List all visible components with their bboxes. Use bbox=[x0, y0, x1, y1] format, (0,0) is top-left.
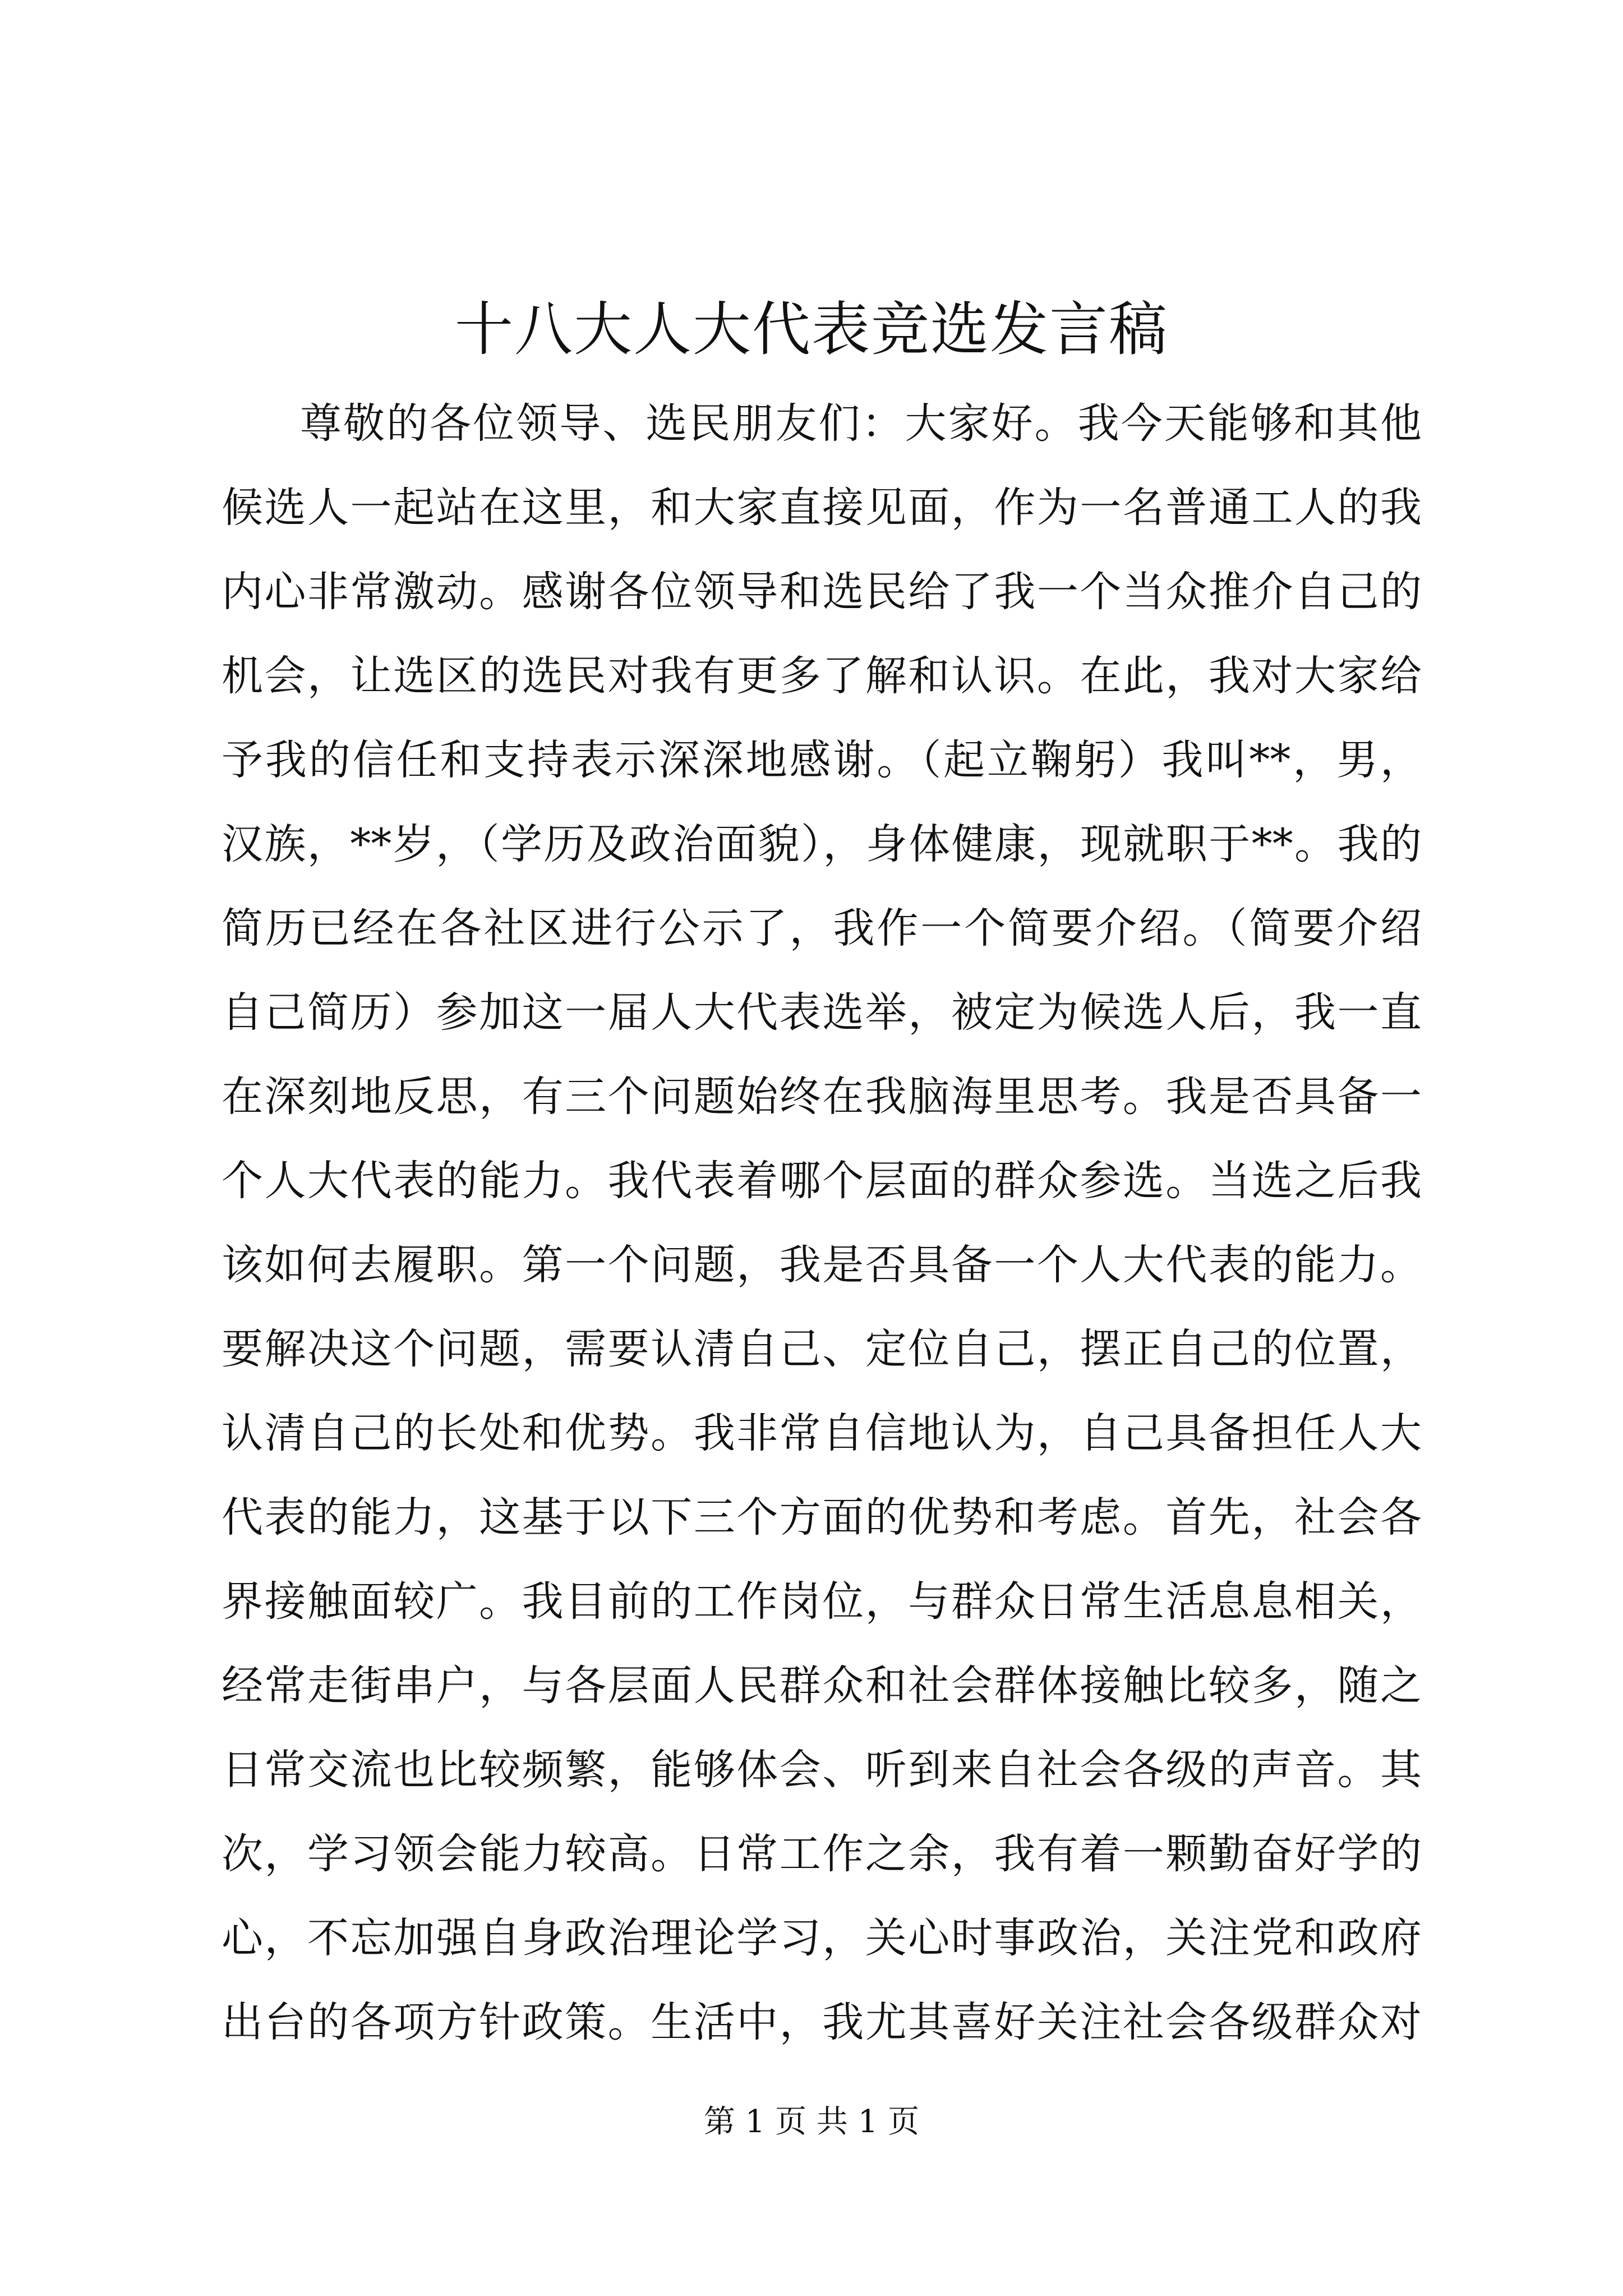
body-line: 在深刻地反思，有三个问题始终在我脑海里思考。我是否具备一 bbox=[222, 1073, 1422, 1121]
document-title: 十八大人大代表竞选发言稿 bbox=[454, 295, 1168, 364]
body-line: 次，学习领会能力较高。日常工作之余，我有着一颗勤奋好学的 bbox=[222, 1830, 1422, 1878]
document-body bbox=[222, 390, 1422, 2073]
body-line: 代表的能力，这基于以下三个方面的优势和考虑。首先，社会各 bbox=[222, 1493, 1422, 1542]
body-line: 认清自己的长处和优势。我非常自信地认为，自己具备担任人大 bbox=[222, 1409, 1422, 1457]
body-line: 界接触面较广。我目前的工作岗位，与群众日常生活息息相关， bbox=[222, 1577, 1422, 1626]
body-line: 出台的各项方针政策。生活中，我尤其喜好关注社会各级群众对 bbox=[222, 1998, 1422, 2046]
body-line: 机会，让选区的选民对我有更多了解和认识。在此，我对大家给 bbox=[222, 652, 1422, 700]
body-line: 候选人一起站在这里，和大家直接见面，作为一名普通工人的我 bbox=[222, 484, 1422, 532]
body-line: 自己简历）参加这一届人大代表选举，被定为候选人后，我一直 bbox=[222, 988, 1422, 1037]
body-line: 要解决这个问题，需要认清自己、定位自己，摆正自己的位置， bbox=[222, 1325, 1422, 1373]
body-line: 心，不忘加强自身政治理论学习，关心时事政治，关注党和政府 bbox=[222, 1914, 1422, 1962]
page-footer: 第 1 页 共 1 页 bbox=[703, 2104, 920, 2140]
body-line: 汉族，**岁，（学历及政治面貌），身体健康，现就职于**。我的 bbox=[222, 820, 1422, 868]
body-line: 日常交流也比较频繁，能够体会、听到来自社会各级的声音。其 bbox=[222, 1746, 1422, 1794]
body-line: 个人大代表的能力。我代表着哪个层面的群众参选。当选之后我 bbox=[222, 1157, 1422, 1205]
body-line: 尊敬的各位领导、选民朋友们：大家好。我今天能够和其他 bbox=[300, 399, 1422, 448]
body-line: 予我的信任和支持表示深深地感谢。（起立鞠躬）我叫**，男， bbox=[222, 736, 1422, 784]
body-line: 简历已经在各社区进行公示了，我作一个简要介绍。（简要介绍 bbox=[222, 904, 1422, 953]
body-line: 经常走街串户，与各层面人民群众和社会群体接触比较多，随之 bbox=[222, 1662, 1422, 1710]
body-line: 该如何去履职。第一个问题，我是否具备一个人大代表的能力。 bbox=[222, 1241, 1422, 1289]
body-line: 内心非常激动。感谢各位领导和选民给了我一个当众推介自己的 bbox=[222, 568, 1422, 616]
